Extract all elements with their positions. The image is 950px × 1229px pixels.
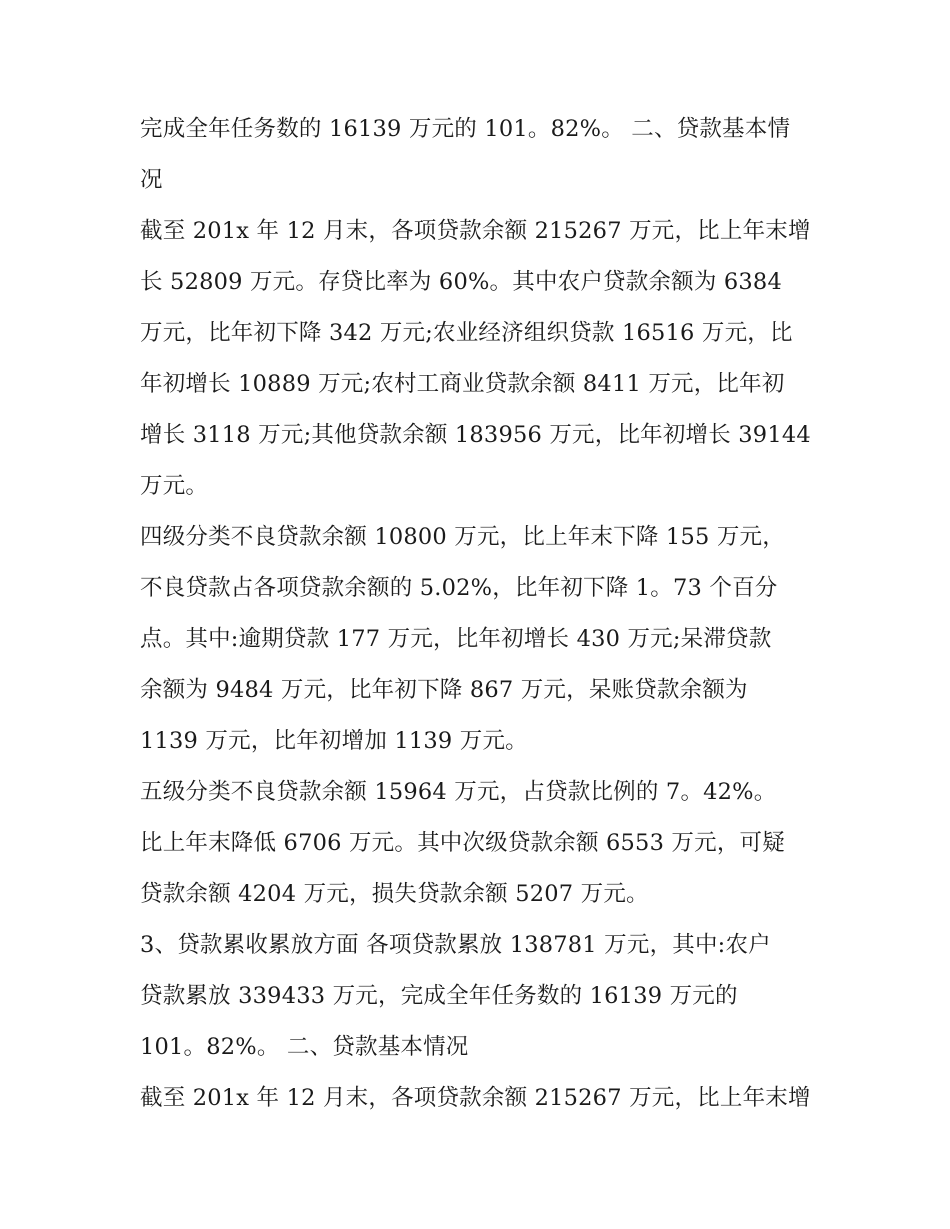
- text-line: 点。其中:逾期贷款 177 万元，比年初增长 430 万元;呆滞贷款: [140, 626, 772, 652]
- text-line: 万元，比年初下降 342 万元;农业经济组织贷款 16516 万元，比: [140, 320, 793, 346]
- text-line: 年初增长 10889 万元;农村工商业贷款余额 8411 万元，比年初: [140, 371, 785, 397]
- text-line: 3、贷款累收累放方面 各项贷款累放 138781 万元，其中:农户: [140, 932, 771, 958]
- text-line: 贷款累放 339433 万元，完成全年任务数的 16139 万元的: [140, 983, 738, 1009]
- text-line: 101。82%。 二、贷款基本情况: [140, 1034, 469, 1060]
- text-line: 完成全年任务数的 16139 万元的 101。82%。 二、贷款基本情: [140, 116, 791, 142]
- text-line: 长 52809 万元。存贷比率为 60%。其中农户贷款余额为 6384: [140, 269, 782, 295]
- text-line: 况: [140, 167, 163, 193]
- text-line: 余额为 9484 万元，比年初下降 867 万元，呆账贷款余额为: [140, 677, 748, 703]
- text-line: 四级分类不良贷款余额 10800 万元，比上年末下降 155 万元，: [140, 524, 785, 550]
- text-line: 贷款余额 4204 万元，损失贷款余额 5207 万元。: [140, 881, 649, 907]
- text-line: 增长 3118 万元;其他贷款余额 183956 万元，比年初增长 39144: [140, 422, 811, 448]
- text-line: 截至 201x 年 12 月末，各项贷款余额 215267 万元，比上年末增: [140, 218, 811, 244]
- text-line: 不良贷款占各项贷款余额的 5.02%，比年初下降 1。73 个百分: [140, 575, 778, 601]
- text-line: 截至 201x 年 12 月末，各项贷款余额 215267 万元，比上年末增: [140, 1085, 811, 1111]
- text-line: 五级分类不良贷款余额 15964 万元，占贷款比例的 7。42%。: [140, 779, 777, 805]
- document-body: [140, 104, 810, 1124]
- text-line: 比上年末降低 6706 万元。其中次级贷款余额 6553 万元，可疑: [140, 830, 785, 856]
- text-line: 1139 万元，比年初增加 1139 万元。: [140, 728, 528, 754]
- text-line: 万元。: [140, 473, 209, 499]
